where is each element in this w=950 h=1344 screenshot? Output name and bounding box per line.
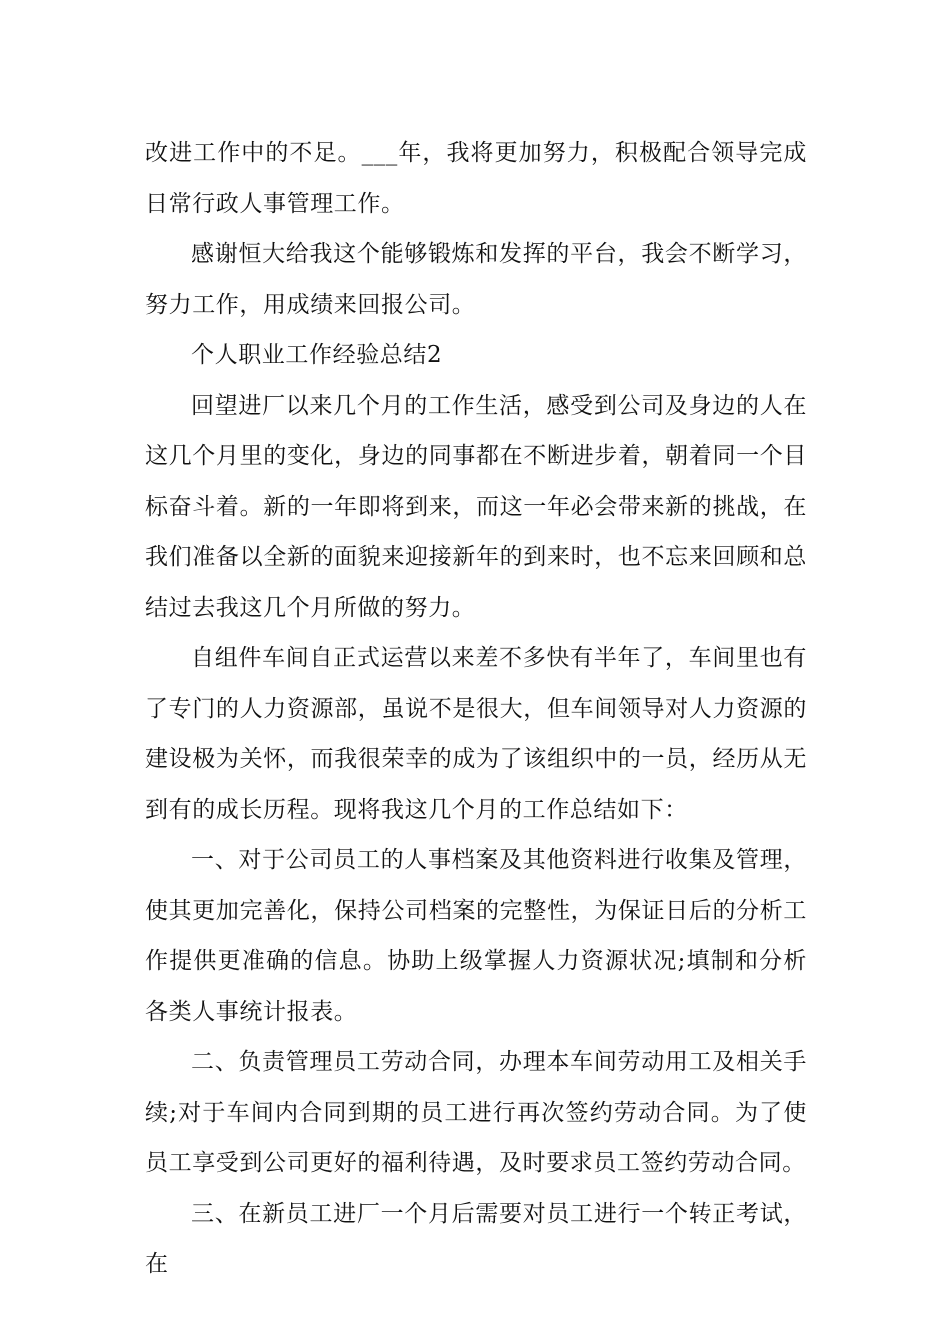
paragraph-workshop: 自组件车间自正式运营以来差不多快有半年了，车间里也有了专门的人力资源部，虽说不是很大，但车间领导对人力资源的建设极为关怀，而我很荣幸的成为了该组织中的一员，经历从无到有的成长历程。现将我这几个月的工作总结如下： [145,645,807,823]
document-body [145,128,807,1290]
paragraph-item-3: 三、在新员工进厂一个月后需要对员工进行一个转正考试，在 [145,1200,807,1277]
paragraph-item-1: 一、对于公司员工的人事档案及其他资料进行收集及管理，使其更加完善化，保持公司档案的完整性，为保证日后的分析工作提供更准确的信息。协助上级掌握人力资源状况;填制和分析各类人事统计报表。 [145,847,807,1025]
paragraph-continued: 改进工作中的不足。___年，我将更加努力，积极配合领导完成日常行政人事管理工作。 [145,140,807,217]
section-heading: 个人职业工作经验总结2 [191,342,443,368]
paragraph-review: 回望进厂以来几个月的工作生活，感受到公司及身边的人在这几个月里的变化，身边的同事都在不断进步着，朝着同一个目标奋斗着。新的一年即将到来，而这一年必会带来新的挑战，在我们准备以全新的面貌来迎接新年的到来时，也不忘来回顾和总结过去我这几个月所做的努力。 [145,392,807,621]
paragraph-item-2: 二、负责管理员工劳动合同，办理本车间劳动用工及相关手续;对于车间内合同到期的员工进行再次签约劳动合同。为了使员工享受到公司更好的福利待遇，及时要求员工签约劳动合同。 [145,1049,807,1176]
paragraph-thanks: 感谢恒大给我这个能够锻炼和发挥的平台，我会不断学习，努力工作，用成绩来回报公司。 [145,241,807,318]
